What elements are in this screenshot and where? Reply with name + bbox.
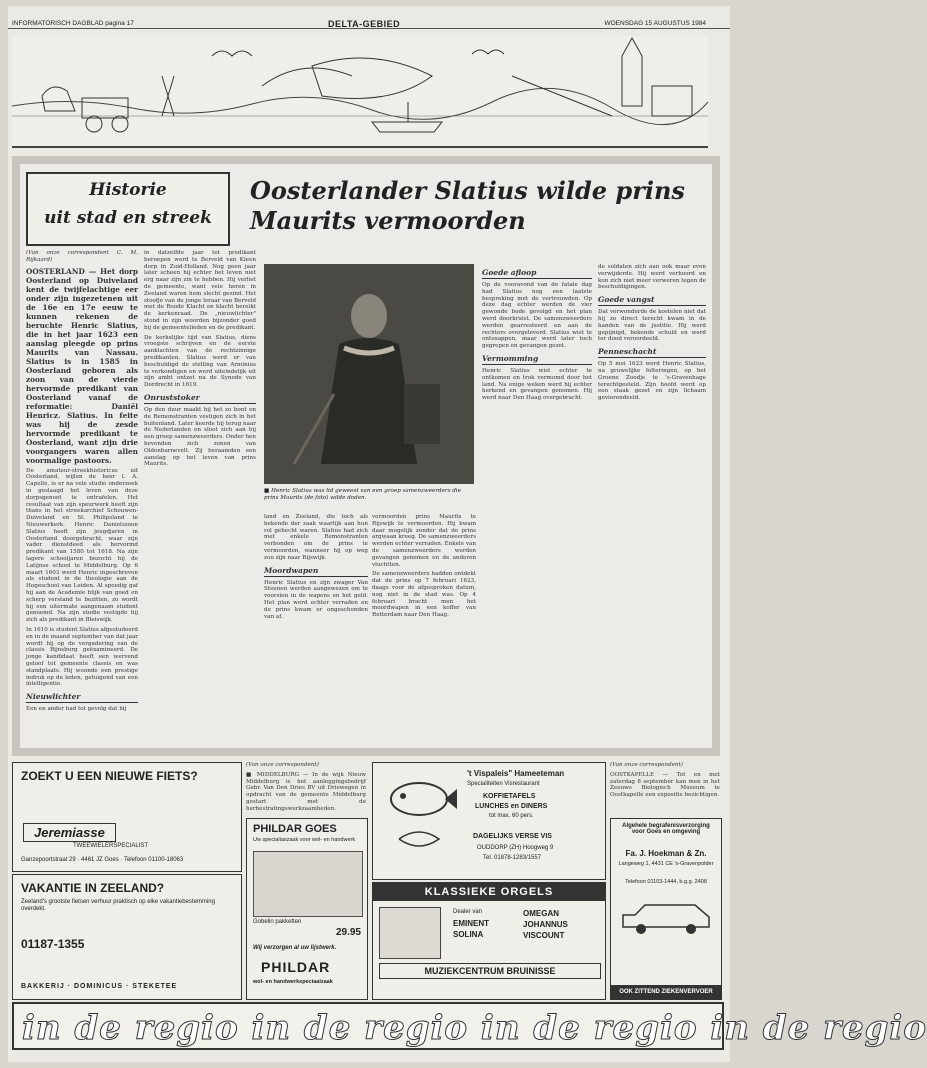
- article-column-3: [264, 514, 368, 744]
- middelburg-brief: [246, 762, 366, 814]
- ad-phildar-price: 29.95: [335, 927, 361, 938]
- article-lead: OOSTERLAND — Het dorp Oosterland op Duiveland kent de twijfelachtige eer onder zijn ingezetenen uit de 16e en 17e eeuw te kunnen rekenen de beruchte Henric Slatius, die in het jaar 1623 een aanslag pleegde op prins Maurits van Nassau. Slatius is in 1585 in Oosterland geboren als zoon van de vierde hervormde predikant van Oosterland vanaf de reformatie: Daniël Henricz. Slatius. In feite was hij de zesde hervormde predikant te Oosterland, want zijn drie voorgangers waren allen voormalige pastoors.: [26, 266, 138, 465]
- subhead-nieuwlichter: Nieuwlichter: [26, 692, 138, 703]
- ad-vispaleis-phone: Tel. 01878-1283/1557: [483, 855, 542, 861]
- article-text-2: in datzelfde jaar tot predikant beroepen werd te Berveld van Kleen dorp in Zuid-Holland. Nog geen jaar later scheen hij echter het leven niet erg naar zijn zin te hebben. Hij verliet de gemeente, want vele heren in Zeeland waren hem slecht gezind. Het stoofje van de jonge leraar van Berveld met de Roode Klacht en klacht bereikt de kerkenraad. De „nieuwlichter" stond in zijn woorden bijzonder goed bij de gemeentelieden en de predikant.: [144, 250, 256, 331]
- ad-vispaleis-title: 't Vispaleis" Hameeteman: [467, 769, 565, 778]
- organ-illustration: [379, 907, 441, 959]
- ad-hoekman-name: Fa. J. Hoekman & Zn.: [625, 849, 707, 858]
- subhead-moordwapen: Moordwapen: [264, 566, 368, 577]
- ad-hoekman: [610, 818, 722, 1000]
- ad-vispaleis-address: OUDDORP (ZH) Hoogweg 9: [477, 845, 554, 851]
- ad-hoekman-top: Algehele begrafenisverzorging voor Goes en omgeving: [622, 823, 710, 835]
- ad-fiets: [12, 762, 242, 872]
- article-text-6: de soldaten zich aan ook maar even verwijderde. Hij werd verhoord en kon zich niet meer verweren tegen de beschuldigingen.: [598, 264, 706, 291]
- article-column-6: [598, 264, 706, 744]
- article-column-5: [482, 264, 592, 744]
- subhead-vermomming: Vermomming: [482, 354, 592, 365]
- fish-icon: [379, 769, 459, 869]
- ad-orgels-shop: MUZIEKCENTRUM BRUINISSE: [379, 963, 601, 979]
- article-headline: Oosterlander Slatius wilde prins Maurits vermoorden: [250, 176, 685, 235]
- ad-phildar-image: [253, 851, 363, 917]
- article-text-4: vermoorden prins Maurits te Rijswijk te vermoorden. Hij kwam daar mogelijk zonder dat de prins argwaan kreeg. De samenzweerders werden echter verraden. Enkele van de samenzweerders werden gevangen genomen en de anderen vluchtten.: [372, 514, 476, 568]
- article-text-3: land en Zeeland, die toch als bekende der zaak waarlijk aan hun rol gehecht waren. Slatius had zich met enkele Remonstranten verbonden om de prins te vermoorden, wanneer hij op weg zou zijn naar Rijswijk.: [264, 514, 368, 561]
- in-de-regio-banner: [12, 1002, 927, 1050]
- page-header: [8, 6, 730, 29]
- ad-phildar-brand: PHILDAR: [261, 959, 331, 975]
- ad-vispaleis: [372, 762, 606, 880]
- ad-orgels-brand-2: SOLINA: [453, 930, 484, 939]
- in-de-regio-text: in de regio in de regio in de regio in de regio: [22, 1008, 927, 1048]
- article-text-1: De amateur-streekhistoricus uit Oosterland, wijlen de heer I. A. Capelle, is er na vele studie onderzoek in geslaagd het leven van deze dorpsgenoot te ontrafelen. Het resultaat van zijn speurwerk heeft zijn thans in het streekarchief Schouwen-Duiveland en St. Philipsland te Nieuwerkerk. Henric Danielszoon Slatius heeft zijn jeugdjaren in Oosterland doorgebracht, waar zijn vader dienstdeed als hervormd predikant van 1580 tot 1618. Na zijn lagere schooljaren bezocht hij de Latijnse school te Middelburg. Op 6 maart 1603 werd Henric ingeschreven als student in de theologie aan de Hogeschool van Leiden. Al spoedig gaf hij aan de Academie blijk van goed en scherp verstand te bezitten, zo wordt hij een uitermate aangenaam student genoemd. Na zijn studie vestigde hij zich als predikant in Bleiswijk.: [26, 467, 138, 624]
- ad-vakantie-phone: 01187-1355: [21, 937, 85, 951]
- ad-hoekman-phone: Telefoon 01103-1444, b.g.g. 2408: [625, 879, 707, 885]
- article-column-4: [372, 514, 476, 744]
- ad-vakantie: [12, 874, 242, 1000]
- subhead-penneschacht: Penneschacht: [598, 347, 706, 358]
- article-text-6c: Op 5 mei 1623 werd Henric Slatius, na gruwelijke folteringen, op het Groene Zoodje te 's-Gravenhage terechtgesteld. Zijn hoofd werd op een staak gezet en zijn lichaam gevierendeeld.: [598, 361, 706, 402]
- ad-vispaleis-line1: KOFFIETAFELS: [483, 793, 536, 800]
- article-text-6b: Dat verwonderde de kostelen niet dat hij zo direct terecht kwam in de handen van de justitie. Hij werd gepijnigd, bekende schuld en werd ter dood veroordeeld.: [598, 309, 706, 343]
- subhead-goede-vangst: Goede vangst: [598, 295, 706, 306]
- article-text-2b: De kerkelijke tijd van Slatius, diens vroegste schrijven en de eerste aanklachten van de rechtzinnige predikanten. Slatius werd er van beschuldigd de stelling van Arminius te verkondigen en werd uiteindelijk uit zijn ambt ontzet na de Synode van Dordrecht in 1619.: [144, 334, 256, 389]
- subhead-goede-afloop: Goede afloop: [482, 268, 592, 279]
- ad-vispaleis-line3: tot max. 60 pers.: [489, 813, 534, 819]
- rubric-line-1: Historie: [89, 180, 167, 200]
- oostkapelle-text: OOSTKAPELLE — Tot en met zaterdag 8 september kan men in het Zeeuws Biologisch Museum te Oostkapelle een expositie bezichtigen.: [610, 771, 720, 799]
- ad-vispaleis-line2: LUNCHES en DINERS: [475, 803, 548, 810]
- ad-vakantie-footer: BAKKERIJ · DOMINICUS · STEKETEE: [21, 983, 178, 990]
- article-column-2: [144, 250, 256, 744]
- ad-fiets-sub: TWEEWIELERSPECIALIST: [73, 843, 149, 849]
- header-paper-name: INFORMATORISCH DAGBLAD pagina 17: [12, 20, 134, 27]
- ad-orgels-brand-1: EMINENT: [453, 919, 489, 928]
- header-rule: [8, 28, 730, 29]
- section-banner-illustration: [12, 36, 708, 148]
- ad-hoekman-address: Langeweg 1, 4431 CE 's-Gravenpolder: [618, 861, 714, 867]
- ad-fiets-brand: Jeremiasse: [23, 823, 116, 842]
- ad-orgels-brand-5: VISCOUNT: [523, 931, 565, 940]
- middelburg-byline: (Van onze correspondent): [246, 762, 319, 768]
- ad-phildar-tag: Wij verzorgen al uw lijstwerk.: [253, 945, 337, 951]
- ad-orgels-dealer: Dealer van: [453, 909, 483, 915]
- article-text-4b: De samenzweerders hadden ontdekt dat de prins op 7 februari 1623, daags voor de afgesproken datum, nog niet in de stad was. Op 4 februari bracht men het moordwapen in een koffer van Rotterdam naar Den Haag.: [372, 571, 476, 619]
- article-byline: (Van onze correspondent C. M. Rijkaard): [26, 250, 138, 263]
- ad-phildar-footer: wol- en handwerkspeciaalzaak: [253, 979, 333, 985]
- oostkapelle-brief: [610, 762, 720, 810]
- header-date: WOENSDAG 15 AUGUSTUS 1984: [604, 20, 706, 27]
- ad-fiets-title: ZOEKT U EEN NIEUWE FIETS?: [21, 769, 198, 783]
- article-column-1: [26, 250, 138, 744]
- fish-illustration: [379, 769, 459, 869]
- ad-phildar: [246, 818, 368, 1000]
- article-text-3b: Henric Slatius en zijn zwager Van Steenen werden aangewezen om te voorzien in de wapens en het geld. Het plan werd echter verraden en de prins kwam er ongeschonden van af.: [264, 579, 368, 620]
- portrait-photo: [264, 264, 474, 484]
- ad-orgels-brand-4: JOHANNUS: [523, 920, 568, 929]
- ad-vispaleis-line4: DAGELIJKS VERSE VIS: [473, 833, 552, 840]
- ad-orgels-brand-3: OMEGAN: [523, 909, 559, 918]
- oostkapelle-byline: (Van onze correspondent): [610, 762, 683, 768]
- feature-article-frame: [12, 156, 720, 756]
- feature-article: [20, 164, 712, 748]
- ad-vakantie-body: Zeeland's grootste fietsen verhuur praktisch op elke vakantiebestemming overdekt.: [21, 899, 215, 912]
- ad-orgels-title: KLASSIEKE ORGELS: [373, 883, 605, 901]
- rubric-line-2: uit stad en streek: [44, 208, 212, 228]
- ad-orgels: [372, 882, 606, 1000]
- portrait-figure: [264, 264, 474, 484]
- ad-phildar-sub: Uw specialiaszaak voor wol- en handwerk: [253, 837, 356, 843]
- middelburg-text: ■ MIDDELBURG — In de wijk Nieuw Middelburg is het aanleggingsbedrijf Gebr. Van Den Dries BV uit Driewegen in opdracht van de gemeente Middelburg gestart met de herbestratingswerkzaamheden.: [246, 771, 366, 812]
- article-text-5b: Henric Slatius wist echter te ontkomen en trok vermomd door het land. Na enige weken werd hij echter herkend en gevangen genomen. Hij werd naar Den Haag overgebracht.: [482, 367, 592, 402]
- hearse-icon: [619, 899, 713, 939]
- header-section: DELTA-GEBIED: [328, 19, 401, 29]
- ad-vispaleis-sub: Specialiteiten Visrestaurant: [467, 781, 540, 787]
- article-text-5: Op de vooravond van de fatale dag had Slatius nog een laatste bespreking met de vertrouwden. Op deze dag echter werden de vier gewonde bode gevolgd en het plan werd doorkruist. De samenzweerders werden gearresteerd en aan de rechters overgeleverd. Slatius wist te ontsnappen, maar werd later toch gegrepen en gevangen gezet.: [482, 282, 592, 350]
- ad-hoekman-footer: OOK ZITTEND ZIEKENVERVOER: [611, 985, 721, 999]
- ad-vakantie-title: VAKANTIE IN ZEELAND?: [21, 881, 165, 895]
- ad-fiets-address: Ganzepoortstraat 29 · 4461 JZ Goes · Telefoon 01100-18063: [21, 857, 184, 863]
- article-text-2c: Op den duur maakt hij het zo bont en de Remonstranten vestigen zich in het buitenland. Later keerde hij terug naar de Nederlanden en sloot zich aan bij een groep samenzweerders. Onder hen bevonden zich zonen van Oldenbarnevelt. Zij beraamden een aanslag op het leven van prins Maurits.: [144, 406, 256, 468]
- article-text-1c: Een en ander had tot gevolg dat hij: [26, 706, 127, 713]
- newspaper-page: [8, 6, 927, 1062]
- rubric-logo: [26, 172, 230, 246]
- ad-phildar-item: Gobelin pakketten: [253, 919, 302, 925]
- article-text-1b: In 1610 is student Slatius afgestudeerd en in de maand september van dat jaar wordt hij op de vergadering van de classis Rijnsburg geëxamineerd. De jonge kandidaat heeft een wervend geloof tot gemeente classis en was standplaats. Hij woonde een prestige indruk op de leden, getuigend van een intelligentie.: [26, 626, 139, 688]
- ad-phildar-title: PHILDAR GOES: [253, 823, 337, 835]
- banner-drawing: [12, 36, 708, 146]
- subhead-onruststoker: Onruststoker: [144, 393, 256, 404]
- photo-caption: ■ Henric Slatius was lid geweest van een groep samenzweerders die prins Maurits (de foto) wilde doden.: [264, 488, 461, 501]
